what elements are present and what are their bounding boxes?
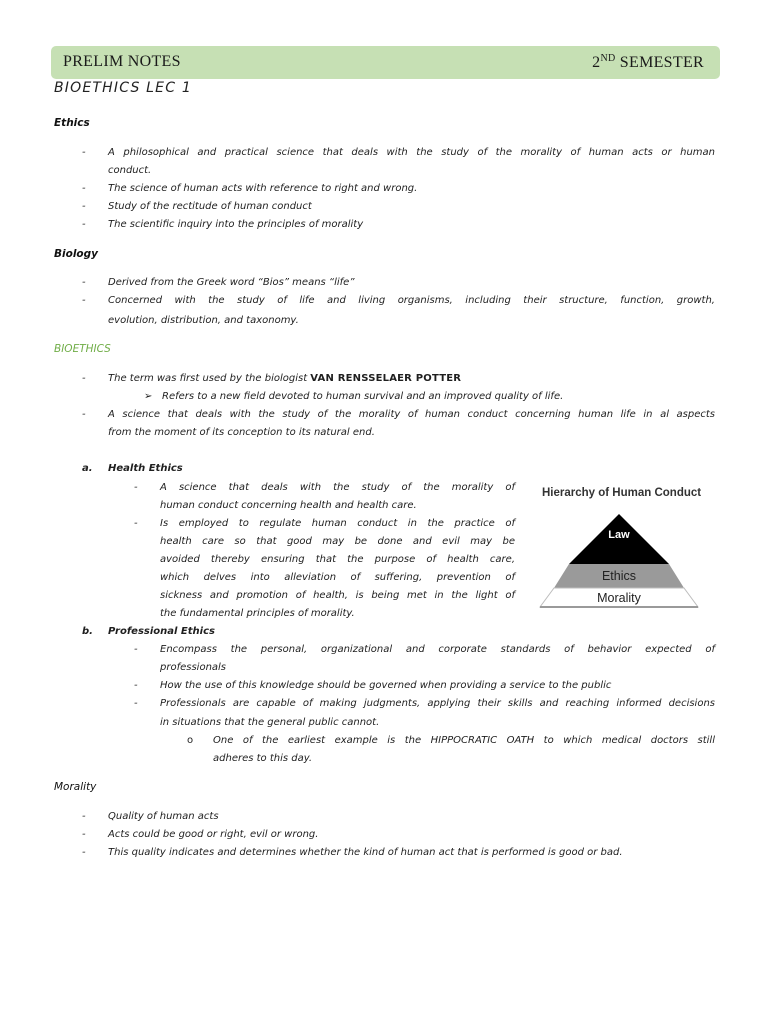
- professional-marker: b.: [82, 626, 93, 637]
- professional-line-3: How the use of this knowledge should be governed when providing a service to the public: [160, 680, 612, 691]
- bullet-dash: -: [134, 680, 138, 691]
- professional-heading: Professional Ethics: [108, 626, 215, 637]
- ethics-item-4: The scientific inquiry into the principles of morality: [108, 219, 364, 230]
- bullet-dash: -: [82, 409, 86, 420]
- bullet-dash: -: [82, 201, 86, 212]
- oath-prefix: One of the earliest example is the: [213, 735, 431, 746]
- bullet-dash: -: [82, 183, 86, 194]
- professional-line-4: Professionals are capable of making judgments, applying their skills and reaching informed decisions: [160, 698, 715, 709]
- bioethics-sub: Refers to a new field devoted to human survival and an improved quality of life.: [162, 391, 564, 402]
- semester-ordinal: ND: [600, 53, 616, 64]
- health-line-6: which delves into alleviation of suffering, prevention of: [160, 572, 515, 583]
- header-left: PRELIM NOTES: [63, 53, 181, 70]
- oath-line-cont: adheres to this day.: [213, 753, 313, 764]
- biology-item-1: Derived from the Greek word “Bios” means “life”: [108, 277, 355, 288]
- potter-name: VAN RENSSELAER POTTER: [310, 373, 462, 384]
- biology-item-2: Concerned with the study of life and living organisms, including their structure, function, growth,: [108, 295, 715, 306]
- professional-line-1: Encompass the personal, organizational and corporate standards of behavior expected of: [160, 644, 715, 655]
- bullet-dash: -: [82, 147, 86, 158]
- bullet-dash: -: [82, 219, 86, 230]
- health-line-8: the fundamental principles of morality.: [160, 608, 355, 619]
- header-right: [592, 53, 704, 72]
- morality-item-1: Quality of human acts: [108, 811, 219, 822]
- professional-line-2: professionals: [160, 662, 227, 673]
- bullet-dash: -: [82, 829, 86, 840]
- semester-number: 2: [592, 54, 601, 71]
- label-ethics: Ethics: [601, 569, 637, 583]
- biology-item-2-cont: evolution, distribution, and taxonomy.: [108, 315, 299, 326]
- health-line-3: Is employed to regulate human conduct in the practice of: [160, 518, 515, 529]
- figure-title: Hierarchy of Human Conduct: [542, 487, 702, 499]
- bullet-dash: -: [134, 518, 138, 529]
- arrow-bullet-icon: ➢: [144, 391, 153, 402]
- bullet-dash: -: [134, 482, 138, 493]
- health-line-5: avoided thereby ensuring that the purpose of health care,: [160, 554, 515, 565]
- health-line-7: sickness and promotion of health, is being met in the light of: [160, 590, 515, 601]
- bullet-dash: -: [82, 847, 86, 858]
- oath-suffix: to which medical doctors still: [534, 735, 715, 746]
- ethics-item-2: The science of human acts with reference to right and wrong.: [108, 183, 418, 194]
- bioethics-term: [108, 370, 461, 388]
- ethics-item-3: Study of the rectitude of human conduct: [108, 201, 312, 212]
- bullet-dash: -: [134, 644, 138, 655]
- health-line-1: A science that deals with the study of the morality of: [160, 482, 515, 493]
- health-line-4: health care so that good may be done and evil may be: [160, 536, 515, 547]
- label-law: Law: [608, 529, 630, 541]
- health-heading: Health Ethics: [108, 463, 183, 474]
- professional-line-5: in situations that the general public cannot.: [160, 717, 380, 728]
- oath-name: HIPPOCRATIC OATH: [430, 735, 535, 746]
- bioethics-science-cont: from the moment of its conception to its natural end.: [108, 427, 375, 438]
- ethics-item-1: A philosophical and practical science that deals with the study of the morality of human acts or human: [108, 147, 715, 158]
- morality-item-3: This quality indicates and determines whether the kind of human act that is performed is good or bad.: [108, 847, 623, 858]
- hierarchy-figure: [534, 484, 704, 614]
- bullet-dash: -: [82, 295, 86, 306]
- bioethics-heading: BIOETHICS: [54, 343, 111, 355]
- ethics-heading: Ethics: [54, 117, 90, 129]
- health-marker: a.: [82, 463, 93, 474]
- label-morality: Morality: [597, 591, 641, 605]
- bullet-dash: -: [134, 698, 138, 709]
- semester-word: SEMESTER: [615, 54, 704, 71]
- term-prefix: The term was first used by the biologist: [108, 373, 311, 384]
- bullet-dash: -: [82, 811, 86, 822]
- circle-bullet-icon: o: [187, 735, 194, 746]
- document-title: BIOETHICS LEC 1: [54, 80, 192, 96]
- biology-heading: Biology: [54, 248, 98, 260]
- ethics-item-1-cont: conduct.: [108, 165, 152, 176]
- bullet-dash: -: [82, 373, 86, 384]
- bullet-dash: -: [82, 277, 86, 288]
- bioethics-science: A science that deals with the study of the morality of human conduct concerning human life in al aspects: [108, 409, 715, 420]
- oath-line: [213, 732, 715, 750]
- header-band: [51, 46, 720, 79]
- morality-item-2: Acts could be good or right, evil or wrong.: [108, 829, 319, 840]
- health-line-2: human conduct concerning health and health care.: [160, 500, 417, 511]
- morality-heading: Morality: [54, 781, 97, 793]
